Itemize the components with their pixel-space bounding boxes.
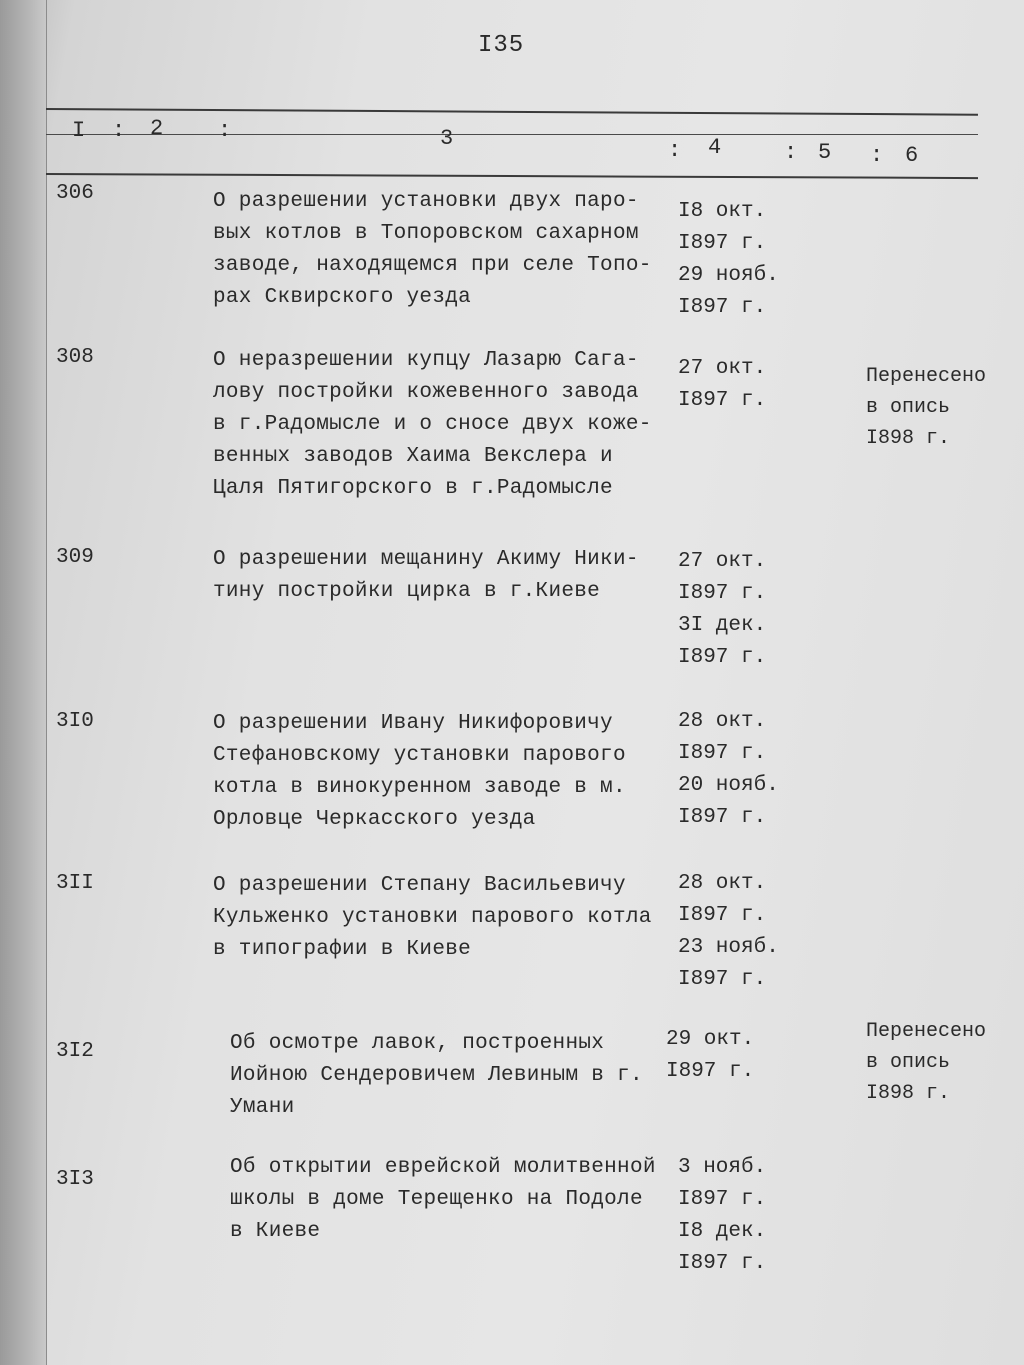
column-separator: : xyxy=(870,143,884,168)
column-header-2: 2 xyxy=(150,116,164,141)
entry-description: Об осмотре лавок, построенных Иойною Сендеровичем Левиным в г. Умани xyxy=(230,1032,643,1119)
entry-dates: 28 окт. I897 г. 23 нояб. I897 г. xyxy=(678,872,779,991)
entry-description: О разрешении Ивану Никифоровичу Стефановскому установки парового котла в винокуренном заводе в м. Орловце Черкасского уезда xyxy=(213,712,626,831)
binding-spine xyxy=(0,0,47,1365)
entry-number: 3I0 xyxy=(56,710,94,733)
entry-description: О разрешении установки двух паро- вых котлов в Топоровском сахарном заводе, находящемся при селе Топо- рах Сквирского уезда xyxy=(213,190,652,309)
column-separator: : xyxy=(668,138,682,163)
table-header-bottom-rule xyxy=(46,173,978,179)
column-header-3: 3 xyxy=(440,126,454,151)
column-header-1: I xyxy=(72,118,86,143)
column-separator: : xyxy=(112,118,126,143)
entry-note: Перенесено в опись I898 г. xyxy=(866,1020,987,1105)
column-header-4: 4 xyxy=(708,135,722,160)
column-separator: : xyxy=(784,140,798,165)
entry-number: 308 xyxy=(56,346,94,369)
entry-dates: 27 окт. I897 г. xyxy=(678,357,767,412)
table-top-rule xyxy=(46,108,978,116)
entry-note: Перенесено в опись I898 г. xyxy=(866,365,987,450)
entry-description: О разрешении мещанину Акиму Ники- тину постройки цирка в г.Киеве xyxy=(213,548,639,603)
entry-number: 309 xyxy=(56,546,94,569)
entry-description: Об открытии еврейской молитвенной школы в доме Терещенко на Подоле в Киеве xyxy=(230,1156,656,1243)
column-header-6: 6 xyxy=(905,143,919,168)
column-separator: : xyxy=(218,118,232,143)
entry-dates: 29 окт. I897 г. xyxy=(666,1028,755,1083)
table-header-rule xyxy=(46,134,978,135)
entry-dates: 3 нояб. I897 г. I8 дек. I897 г. xyxy=(678,1156,767,1275)
entry-description: О разрешении Степану Васильевичу Кульженко установки парового котла в типографии в Киеве xyxy=(213,874,652,961)
entry-dates: I8 окт. I897 г. 29 нояб. I897 г. xyxy=(678,200,779,319)
entry-dates: 27 окт. I897 г. 3I дек. I897 г. xyxy=(678,550,767,669)
column-header-5: 5 xyxy=(818,140,832,165)
entry-number: 3I2 xyxy=(56,1040,94,1063)
entry-number: 306 xyxy=(56,182,94,205)
entry-dates: 28 окт. I897 г. 20 нояб. I897 г. xyxy=(678,710,779,829)
entry-description: О неразрешении купцу Лазарю Сага- лову постройки кожевенного завода в г.Радомысле и о сносе двух коже- венных заводов Хаима Векслера и Цаля Пятигорского в г.Радомысле xyxy=(213,349,652,500)
entry-number: 3I3 xyxy=(56,1168,94,1191)
page-number: I35 xyxy=(478,32,525,59)
entry-number: 3II xyxy=(56,872,94,895)
